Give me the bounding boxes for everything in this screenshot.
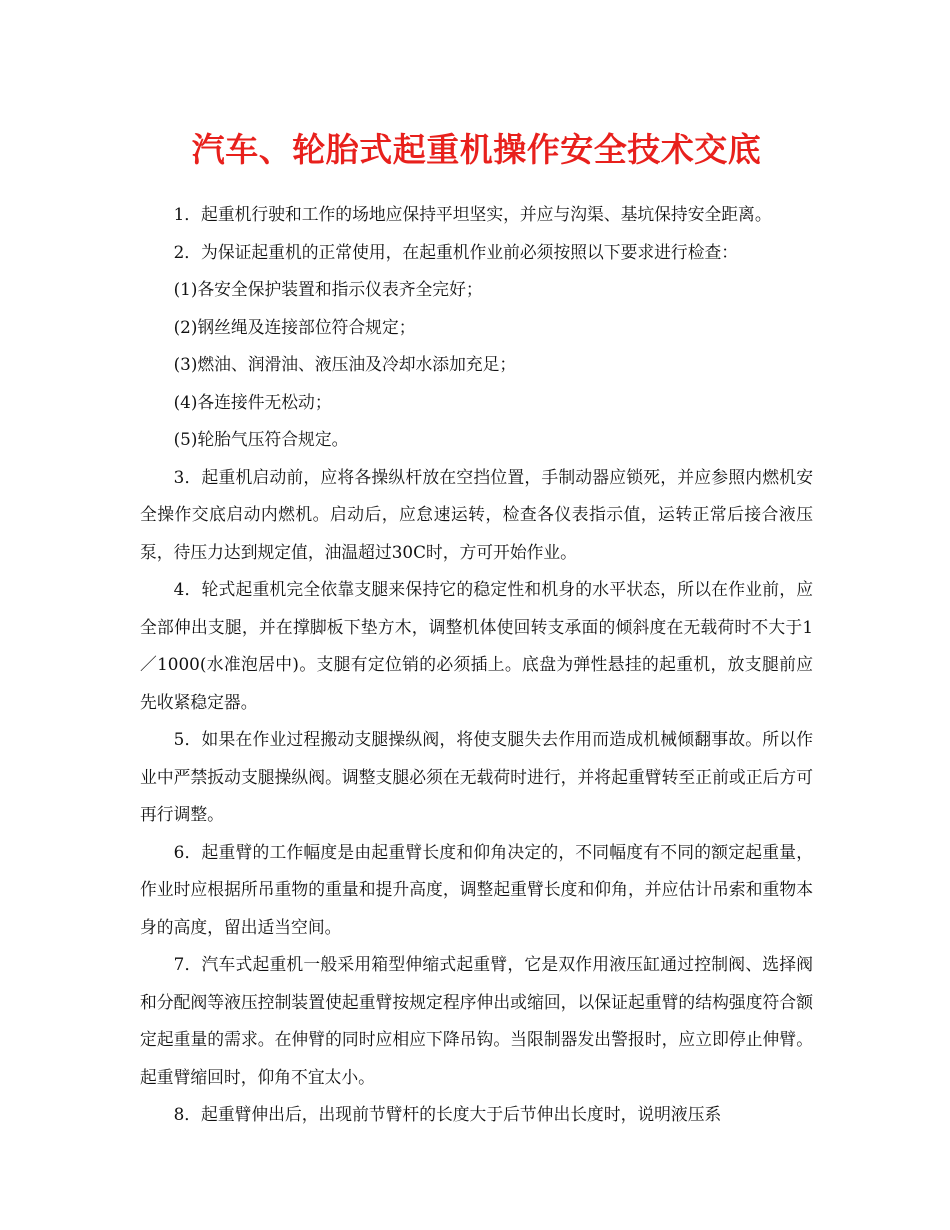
checklist-item-3: (3)燃油、润滑油、液压油及冷却水添加充足； bbox=[173, 354, 517, 374]
checklist-item-1: (1)各安全保护装置和指示仪表齐全完好； bbox=[173, 279, 483, 299]
document-title: 汽车、轮胎式起重机操作安全技术交底 bbox=[191, 130, 762, 169]
checklist-item-2: (2)钢丝绳及连接部位符合规定； bbox=[173, 316, 416, 337]
paragraph-2: 2．为保证起重机的正常使用，在起重机作业前必须按照以下要求进行检查： bbox=[173, 241, 739, 262]
paragraph-3: 3．起重机启动前，应将各操纵杆放在空挡位置，手制动器应锁死，并应参照内燃机安全操作交底启动内燃机。启动后，应怠速运转，检查各仪表指示值，运转正常后接合液压泵，待压力达到规定值，油温超过30C时，方可开始作业。 bbox=[140, 466, 813, 562]
document-body bbox=[140, 196, 813, 1134]
checklist-item-5: (5)轮胎气压符合规定。 bbox=[173, 429, 349, 449]
checklist-item-4: (4)各连接件无松动； bbox=[173, 391, 332, 412]
paragraph-7: 7．汽车式起重机一般采用箱型伸缩式起重臂，它是双作用液压缸通过控制阀、选择阀和分配阀等液压控制装置使起重臂按规定程序伸出或缩回，以保证起重臂的结构强度符合额定起重量的需求。在伸臂的同时应相应下降吊钩。当限制器发出警报时，应立即停止伸臂。起重臂缩回时，仰角不宜太小。 bbox=[140, 954, 813, 1087]
paragraph-6: 6．起重臂的工作幅度是由起重臂长度和仰角决定的，不同幅度有不同的额定起重量，作业时应根据所吊重物的重量和提升高度，调整起重臂长度和仰角，并应估计吊索和重物本身的高度，留出适当空间。 bbox=[140, 841, 813, 937]
paragraph-1: 1．起重机行驶和工作的场地应保持平坦坚实，并应与沟渠、基坑保持安全距离。 bbox=[173, 204, 772, 224]
paragraph-5: 5．如果在作业过程搬动支腿操纵阀，将使支腿失去作用而造成机械倾翻事故。所以作业中严禁扳动支腿操纵阀。调整支腿必须在无载荷时进行，并将起重臂转至正前或正后方可再行调整。 bbox=[140, 729, 813, 824]
paragraph-8: 8．起重臂伸出后，出现前节臂杆的长度大于后节伸出长度时，说明液压系 bbox=[173, 1104, 722, 1124]
paragraph-4: 4．轮式起重机完全依靠支腿来保持它的稳定性和机身的水平状态，所以在作业前，应全部伸出支腿，并在撑脚板下垫方木，调整机体使回转支承面的倾斜度在无载荷时不大于1／1000(水准泡居中)。支腿有定位销的必须插上。底盘为弹性悬挂的起重机，放支腿前应先收紧稳定器。 bbox=[140, 579, 813, 712]
document-page bbox=[140, 0, 813, 1134]
